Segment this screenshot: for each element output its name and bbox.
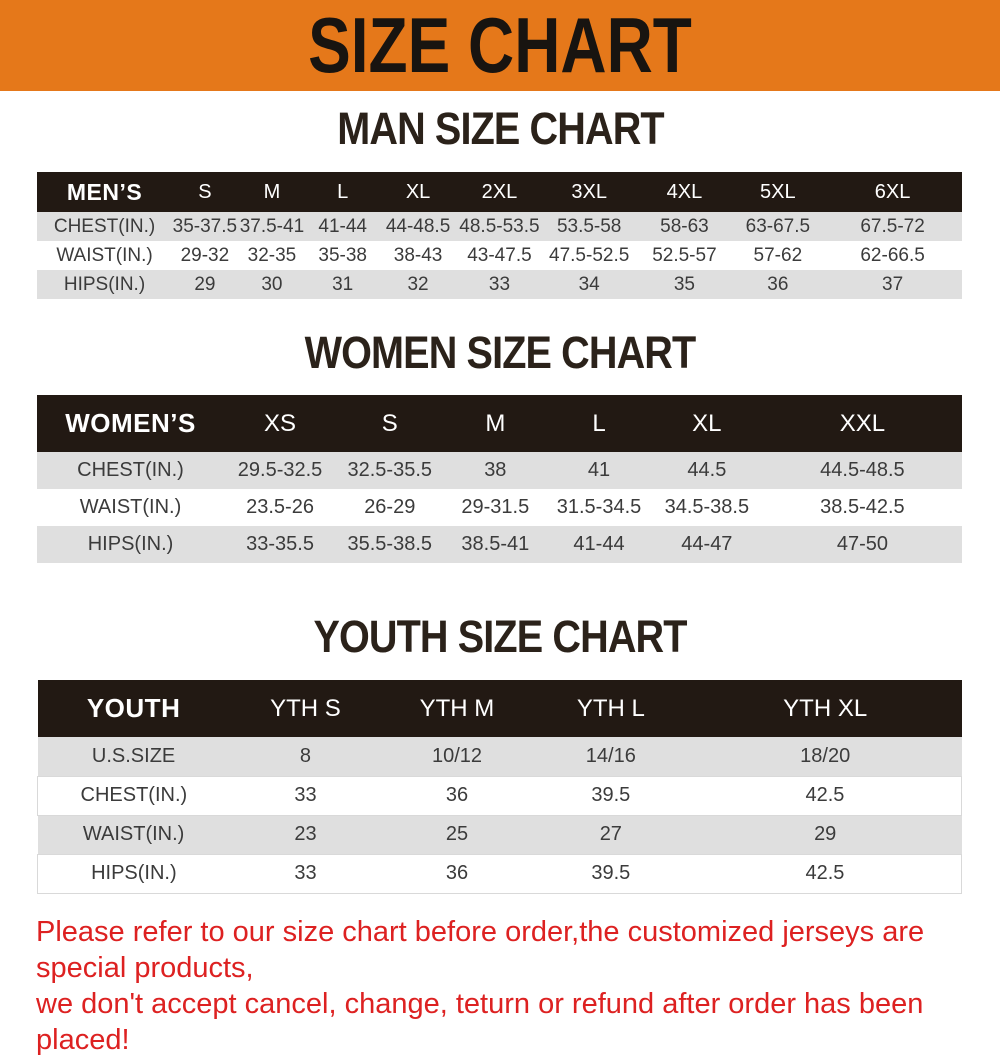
data-cell: 33: [230, 854, 382, 893]
data-cell: 57-62: [733, 241, 824, 270]
disclaimer-note: [36, 914, 1000, 1058]
men-size-table: [37, 172, 962, 299]
women-chest-row: [37, 452, 962, 489]
data-cell: 44.5: [651, 452, 763, 489]
data-cell: 41-44: [306, 212, 379, 241]
women-section-heading-text: WOMEN SIZE CHART: [304, 327, 696, 378]
size-header-cell: XL: [651, 395, 763, 452]
row-label: WAIST(IN.): [38, 815, 230, 854]
data-cell: 23: [230, 815, 382, 854]
data-cell: 38: [443, 452, 547, 489]
size-header-cell: 5XL: [733, 172, 824, 212]
data-cell: 27: [533, 815, 689, 854]
data-cell: 43-47.5: [457, 241, 542, 270]
data-cell: 25: [381, 815, 533, 854]
women-waist-row: [37, 489, 962, 526]
page-title: SIZE CHART: [308, 1, 692, 89]
youth-waist-row: [38, 815, 962, 854]
men-header-row: [37, 172, 962, 212]
data-cell: 38.5-42.5: [763, 489, 962, 526]
data-cell: 63-67.5: [733, 212, 824, 241]
size-header-cell: 4XL: [636, 172, 732, 212]
data-cell: 31.5-34.5: [547, 489, 651, 526]
data-cell: 32-35: [238, 241, 306, 270]
data-cell: 33: [230, 776, 382, 815]
size-header-cell: YTH XL: [689, 680, 962, 737]
data-cell: 39.5: [533, 854, 689, 893]
size-header-cell: XS: [224, 395, 336, 452]
row-label: HIPS(IN.): [38, 854, 230, 893]
size-header-cell: XXL: [763, 395, 962, 452]
data-cell: 42.5: [689, 776, 962, 815]
data-cell: 37.5-41: [238, 212, 306, 241]
men-waist-row: [37, 241, 962, 270]
row-label: CHEST(IN.): [38, 776, 230, 815]
data-cell: 10/12: [381, 737, 533, 776]
data-cell: 42.5: [689, 854, 962, 893]
data-cell: 29: [172, 270, 238, 299]
data-cell: 29-32: [172, 241, 238, 270]
youth-ussize-row: [38, 737, 962, 776]
data-cell: 58-63: [636, 212, 732, 241]
data-cell: 35-38: [306, 241, 379, 270]
data-cell: 34: [542, 270, 636, 299]
data-cell: 32.5-35.5: [336, 452, 443, 489]
data-cell: 52.5-57: [636, 241, 732, 270]
man-section-heading-text: MAN SIZE CHART: [336, 103, 664, 154]
data-cell: 67.5-72: [823, 212, 962, 241]
data-cell: 41: [547, 452, 651, 489]
women-hips-row: [37, 526, 962, 563]
size-header-cell: 2XL: [457, 172, 542, 212]
data-cell: 34.5-38.5: [651, 489, 763, 526]
data-cell: 48.5-53.5: [457, 212, 542, 241]
data-cell: 41-44: [547, 526, 651, 563]
size-header-cell: YTH L: [533, 680, 689, 737]
data-cell: 37: [823, 270, 962, 299]
data-cell: 39.5: [533, 776, 689, 815]
data-cell: 30: [238, 270, 306, 299]
women-header-row: [37, 395, 962, 452]
data-cell: 35-37.5: [172, 212, 238, 241]
women-section-heading: [0, 327, 1000, 378]
size-header-cell: 6XL: [823, 172, 962, 212]
size-header-cell: XL: [379, 172, 457, 212]
size-header-cell: M: [443, 395, 547, 452]
data-cell: 36: [381, 854, 533, 893]
data-cell: 38.5-41: [443, 526, 547, 563]
data-cell: 18/20: [689, 737, 962, 776]
men-hips-row: [37, 270, 962, 299]
data-cell: 35.5-38.5: [336, 526, 443, 563]
disclaimer-line-1: Please refer to our size chart before order,the customized jerseys are special products,: [36, 915, 925, 984]
data-cell: 31: [306, 270, 379, 299]
data-cell: 23.5-26: [224, 489, 336, 526]
women-table-title: WOMEN’S: [37, 395, 224, 452]
data-cell: 38-43: [379, 241, 457, 270]
data-cell: 62-66.5: [823, 241, 962, 270]
row-label: CHEST(IN.): [37, 452, 224, 489]
men-chest-row: [37, 212, 962, 241]
data-cell: 44.5-48.5: [763, 452, 962, 489]
data-cell: 33-35.5: [224, 526, 336, 563]
size-header-cell: M: [238, 172, 306, 212]
row-label: WAIST(IN.): [37, 489, 224, 526]
disclaimer-line-2: we don't accept cancel, change, teturn or refund after order has been placed!: [36, 987, 924, 1056]
size-header-cell: L: [306, 172, 379, 212]
data-cell: 14/16: [533, 737, 689, 776]
size-header-cell: S: [172, 172, 238, 212]
data-cell: 36: [381, 776, 533, 815]
data-cell: 53.5-58: [542, 212, 636, 241]
data-cell: 29-31.5: [443, 489, 547, 526]
row-label: HIPS(IN.): [37, 526, 224, 563]
row-label: CHEST(IN.): [37, 212, 172, 241]
data-cell: 8: [230, 737, 382, 776]
row-label: HIPS(IN.): [37, 270, 172, 299]
data-cell: 33: [457, 270, 542, 299]
data-cell: 32: [379, 270, 457, 299]
youth-hips-row: [38, 854, 962, 893]
row-label: WAIST(IN.): [37, 241, 172, 270]
men-table-title: MEN’S: [37, 172, 172, 212]
man-section-heading: [0, 103, 1000, 154]
data-cell: 47.5-52.5: [542, 241, 636, 270]
data-cell: 29: [689, 815, 962, 854]
data-cell: 47-50: [763, 526, 962, 563]
row-label: U.S.SIZE: [38, 737, 230, 776]
data-cell: 36: [733, 270, 824, 299]
youth-section-heading-text: YOUTH SIZE CHART: [313, 611, 687, 662]
youth-section-heading: [0, 611, 1000, 662]
youth-header-row: [38, 680, 962, 737]
banner: [0, 0, 1000, 91]
size-header-cell: YTH S: [230, 680, 382, 737]
size-header-cell: S: [336, 395, 443, 452]
women-size-table: [37, 395, 962, 563]
youth-size-table: [37, 680, 962, 894]
data-cell: 26-29: [336, 489, 443, 526]
size-header-cell: YTH M: [381, 680, 533, 737]
data-cell: 44-48.5: [379, 212, 457, 241]
size-header-cell: L: [547, 395, 651, 452]
data-cell: 29.5-32.5: [224, 452, 336, 489]
data-cell: 44-47: [651, 526, 763, 563]
youth-table-title: YOUTH: [38, 680, 230, 737]
size-header-cell: 3XL: [542, 172, 636, 212]
youth-chest-row: [38, 776, 962, 815]
data-cell: 35: [636, 270, 732, 299]
